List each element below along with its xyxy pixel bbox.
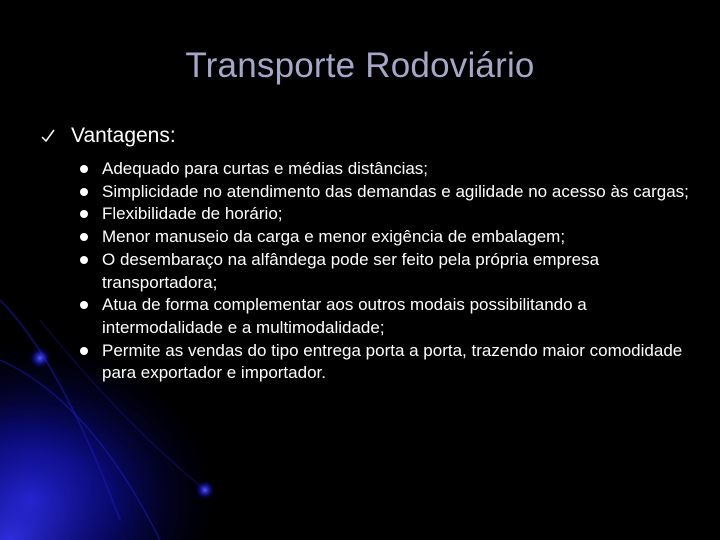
- content-section: [40, 120, 700, 385]
- list-item: [40, 158, 700, 181]
- list-item: [40, 249, 700, 294]
- list-item-text: Permite as vendas do tipo entrega porta a porta, trazendo maior comodidade para exportador e importador.: [102, 340, 683, 383]
- list-item-text: Menor manuseio da carga e menor exigência de embalagem;: [102, 227, 566, 247]
- bullet-dot-icon: [80, 301, 88, 309]
- list-item: [40, 294, 700, 339]
- bullet-dot-icon: [80, 210, 88, 218]
- bullet-dot-icon: [80, 188, 88, 196]
- check-icon: [40, 128, 56, 144]
- bullet-dot-icon: [80, 256, 88, 264]
- bullet-dot-icon: [80, 165, 88, 173]
- list-item-text: Simplicidade no atendimento das demandas e agilidade no acesso às cargas;: [102, 181, 689, 201]
- list-item-text: Adequado para curtas e médias distâncias;: [102, 159, 429, 178]
- bullet-dot-icon: [80, 347, 88, 355]
- bullet-list: [40, 158, 700, 385]
- list-item-text: O desembaraço na alfândega pode ser feito pela própria empresa transportadora;: [102, 249, 600, 292]
- list-item-text: Atua de forma complementar aos outros modais possibilitando a intermodalidade e a multimodalidade;: [102, 295, 587, 337]
- slide-title: Transporte Rodoviário: [185, 46, 535, 85]
- list-item: [40, 181, 700, 204]
- section-label: Vantagens:: [71, 124, 176, 147]
- list-item: [40, 340, 700, 385]
- section-header: [40, 120, 700, 152]
- bullet-dot-icon: [80, 233, 88, 241]
- list-item: [40, 226, 700, 249]
- list-item: [40, 203, 700, 226]
- list-item-text: Flexibilidade de horário;: [102, 204, 283, 224]
